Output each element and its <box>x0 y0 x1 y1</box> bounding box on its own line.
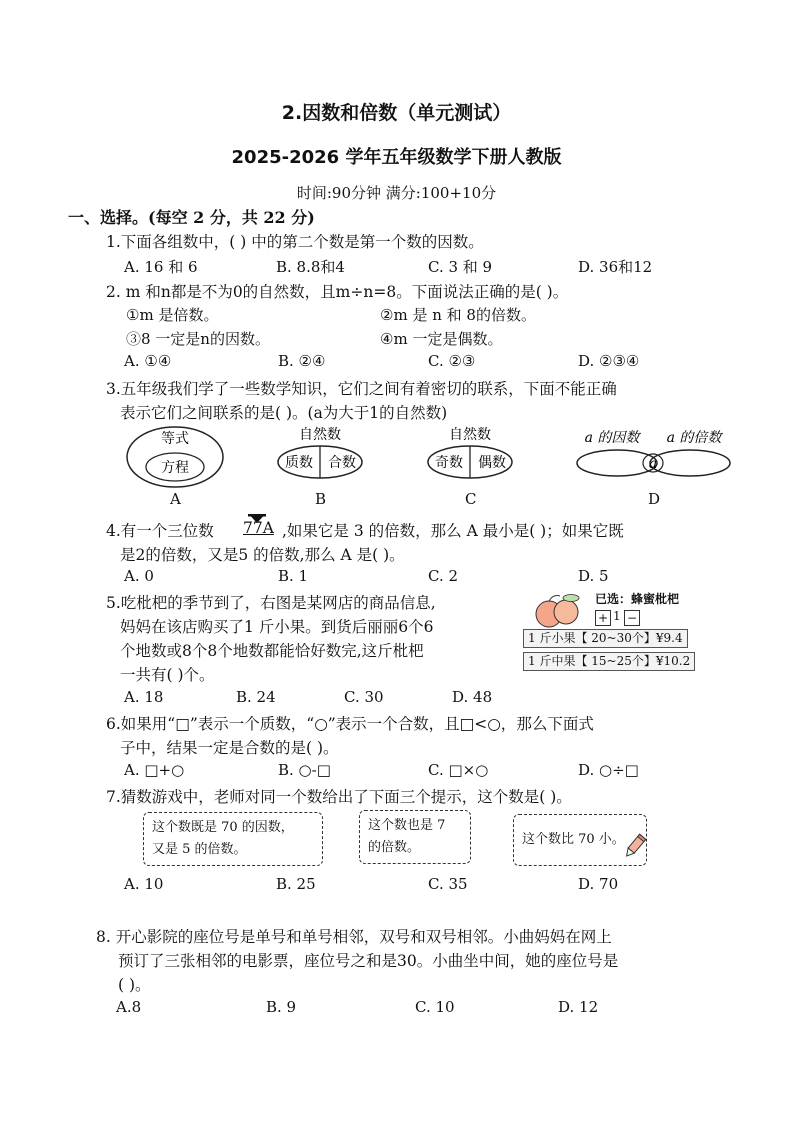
q5-line-3: 个地数或8个8个地数都能恰好数完,这斤枇杷 <box>120 642 424 660</box>
diagram-a-inner: 方程 <box>161 460 189 476</box>
q4-option-a[interactable]: A. 0 <box>124 567 154 585</box>
diagram-a-outer: 等式 <box>161 431 189 447</box>
q7-hint-1-line-1: 这个数既是 70 的因数， <box>152 820 294 835</box>
q7-option-c[interactable]: C. 35 <box>428 875 468 893</box>
diagram-b[interactable] <box>278 426 362 478</box>
quantity-value: 1 <box>613 609 621 623</box>
diagram-c[interactable] <box>428 426 512 478</box>
section-title: 一、选择。(每空 2 分，共 22 分) <box>68 208 315 227</box>
q5-line-1: 5.吃枇杷的季节到了，右图是某网店的商品信息, <box>106 594 436 612</box>
q5-option-d[interactable]: D. 48 <box>452 688 493 706</box>
q8-option-a[interactable]: A.8 <box>116 998 142 1016</box>
q8-line-2: 预订了三张相邻的电影票，座位号之和是30。小曲坐中间，她的座位号是 <box>118 952 619 970</box>
q3-stem-line1: 3.五年级我们学了一些数学知识，它们之间有着密切的联系，下面不能正确 <box>106 380 617 398</box>
q7-hint-1 <box>143 812 323 866</box>
q2-statement-2: ②m 是 n 和 8的倍数。 <box>380 306 536 324</box>
diagram-b-left: 质数 <box>285 455 313 471</box>
q3-venn-diagrams <box>0 422 793 512</box>
quantity-plus-button[interactable]: + <box>595 610 611 626</box>
diagram-d-right: a 的倍数 <box>666 430 722 446</box>
diagram-b-top: 自然数 <box>299 427 341 443</box>
exam-meta: 时间:90分钟 满分:100+10分 <box>296 184 497 202</box>
pencil-icon <box>622 832 648 860</box>
q7-hint-3-text: 这个数比 70 小。 <box>522 832 625 847</box>
q7-option-d[interactable]: D. 70 <box>578 875 619 893</box>
q7-option-b[interactable]: B. 25 <box>276 875 316 893</box>
q3-option-c[interactable]: C <box>465 490 477 508</box>
diagram-c-top: 自然数 <box>449 427 491 443</box>
q5-option-c[interactable]: C. 30 <box>344 688 384 706</box>
product-selected-label: 已选：蜂蜜枇杷 <box>595 592 680 606</box>
q7-hint-2-line-2: 的倍数。 <box>368 840 421 855</box>
q6-stem-line2: 子中，结果一定是合数的是( )。 <box>120 739 339 757</box>
q5-line-2: 妈妈在该店购买了1 斤小果。到货后丽丽6个6 <box>120 618 434 636</box>
q3-stem-line2: 表示它们之间联系的是( )。(a为大于1的自然数) <box>120 404 448 422</box>
q1-stem: 1.下面各组数中，( ) 中的第二个数是第一个数的因数。 <box>106 233 484 251</box>
q1-option-d[interactable]: D. 36和12 <box>578 258 653 276</box>
q5-line-4: 一共有( )个。 <box>120 666 215 684</box>
loquat-fruit-icon <box>533 592 583 630</box>
q6-option-c[interactable]: C. □×○ <box>428 761 489 779</box>
q6-stem-line1: 6.如果用“□”表示一个质数，“○”表示一个合数，且□<○，那么下面式 <box>106 715 594 733</box>
q2-option-c[interactable]: C. ②③ <box>428 352 476 370</box>
q3-option-b[interactable]: B <box>315 490 327 508</box>
q7-hint-1-line-2: 又是 5 的倍数。 <box>152 842 247 857</box>
q4-stem-line2: 是2的倍数，又是5 的倍数,那么 A 是( )。 <box>120 546 405 564</box>
q4-option-b[interactable]: B. 1 <box>278 567 309 585</box>
quantity-minus-button[interactable]: − <box>624 610 640 626</box>
diagram-d-left: a 的因数 <box>584 430 640 446</box>
q6-option-b[interactable]: B. ○-□ <box>278 761 331 779</box>
diagram-b-right: 合数 <box>328 455 356 471</box>
q7-hint-2 <box>359 810 471 864</box>
diagram-c-left: 奇数 <box>435 455 463 471</box>
q6-option-a[interactable]: A. □+○ <box>124 761 185 779</box>
product-option-medium[interactable]: 1 斤中果【 15~25个】¥10.2 <box>523 652 695 671</box>
q6-option-d[interactable]: D. ○÷□ <box>578 761 639 779</box>
q2-statement-3: ③8 一定是n的因数。 <box>126 330 270 348</box>
q8-option-b[interactable]: B. 9 <box>266 998 297 1016</box>
q4-option-c[interactable]: C. 2 <box>428 567 459 585</box>
q8-option-d[interactable]: D. 12 <box>558 998 599 1016</box>
q3-option-d[interactable]: D <box>648 490 661 508</box>
q2-option-d[interactable]: D. ②③④ <box>578 352 640 370</box>
q7-stem: 7.猜数游戏中，老师对同一个数给出了下面三个提示，这个数是( )。 <box>106 788 572 806</box>
q4-number: 77A <box>243 519 274 537</box>
q5-option-a[interactable]: A. 18 <box>124 688 164 706</box>
diagram-a[interactable] <box>127 427 223 487</box>
q2-statement-4: ④m 一定是偶数。 <box>380 330 503 348</box>
page-title: 2.因数和倍数（单元测试） <box>281 102 512 124</box>
q8-option-c[interactable]: C. 10 <box>415 998 455 1016</box>
q3-option-a[interactable]: A <box>170 490 181 508</box>
diagram-d-center: a <box>648 456 658 472</box>
q8-line-1: 8. 开心影院的座位号是单号和单号相邻，双号和双号相邻。小曲妈妈在网上 <box>96 928 612 946</box>
product-option-small[interactable]: 1 斤小果【 20~30个】¥9.4 <box>523 629 688 648</box>
q7-option-a[interactable]: A. 10 <box>124 875 164 893</box>
page-subtitle: 2025-2026 学年五年级数学下册人教版 <box>231 147 562 168</box>
q4-stem-pre: 4.有一个三位数 <box>106 522 214 540</box>
q7-hint-2-line-1: 这个数也是 7 <box>368 818 446 833</box>
q1-option-c[interactable]: C. 3 和 9 <box>428 258 493 276</box>
q2-statement-1: ①m 是倍数。 <box>126 306 219 324</box>
q4-stem-post: ,如果它是 3 的倍数，那么 A 最小是( )；如果它既 <box>282 522 624 540</box>
q8-line-3: ( )。 <box>118 976 151 994</box>
q1-option-b[interactable]: B. 8.8和4 <box>276 258 345 276</box>
q4-number-marker-icon <box>248 508 266 517</box>
q5-option-b[interactable]: B. 24 <box>236 688 276 706</box>
q2-stem: 2. m 和n都是不为0的自然数，且m÷n=8。下面说法正确的是( )。 <box>106 283 569 301</box>
q1-option-a[interactable]: A. 16 和 6 <box>124 258 198 276</box>
q2-option-b[interactable]: B. ②④ <box>278 352 326 370</box>
diagram-d[interactable] <box>577 430 730 476</box>
q4-option-d[interactable]: D. 5 <box>578 567 609 585</box>
q2-option-a[interactable]: A. ①④ <box>124 352 172 370</box>
diagram-c-right: 偶数 <box>478 455 506 471</box>
